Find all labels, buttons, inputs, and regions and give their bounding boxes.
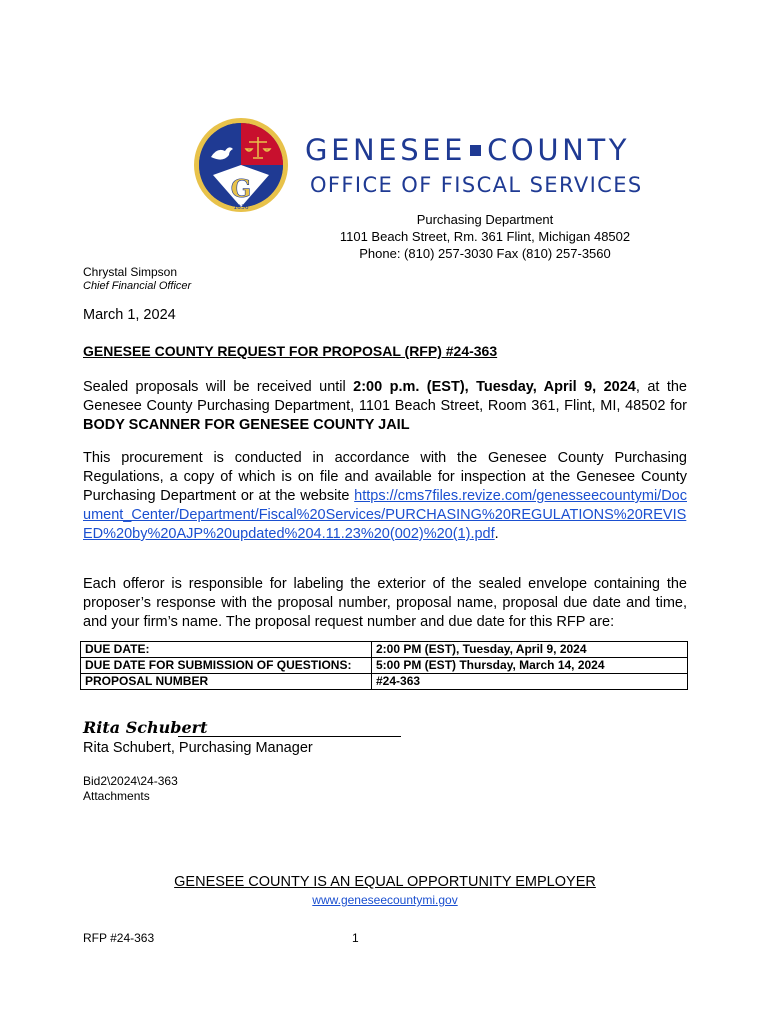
handwritten-signature: Rita Schubert — [83, 718, 208, 737]
square-divider-icon — [470, 145, 481, 156]
department-name: Purchasing Department — [416, 212, 554, 227]
table-label: PROPOSAL NUMBER — [81, 674, 372, 690]
equal-opportunity-statement: GENESEE COUNTY IS AN EQUAL OPPORTUNITY EMPLOYER — [174, 874, 596, 890]
attachments-note: Attachments — [83, 789, 150, 803]
brand-name: GENESEE COUNTY — [305, 133, 631, 167]
sender-name: Chrystal Simpson — [83, 265, 178, 279]
footer-rfp-number: RFP #24-363 — [83, 931, 155, 945]
table-label: DUE DATE FOR SUBMISSION OF QUESTIONS: — [81, 658, 372, 674]
labeling-paragraph: Each offeror is responsible for labeling the exterior of the sealed envelope containing the proposer’s response with the proposal number, proposal name, proposal due date and time, and your firm’s name. The proposal request number and due date for this RFP are: — [83, 576, 687, 630]
signature-line — [178, 736, 401, 737]
table-value: 2:00 PM (EST), Tuesday, April 9, 2024 — [372, 642, 688, 658]
rfp-heading: GENESEE COUNTY REQUEST FOR PROPOSAL (RFP) #24-363 — [83, 343, 498, 359]
letter-date: March 1, 2024 — [83, 307, 176, 323]
file-reference: Bid2\2024\24-363 — [83, 774, 178, 788]
signatory-name: Rita Schubert, Purchasing Manager — [83, 740, 313, 756]
phone-fax: Phone: (810) 257-3030 Fax (810) 257-3560 — [359, 246, 611, 261]
sender-title: Chief Financial Officer — [83, 280, 192, 292]
svg-text:G: G — [230, 174, 252, 203]
table-row — [81, 642, 688, 658]
svg-text:1836: 1836 — [233, 204, 249, 211]
table-row — [81, 674, 688, 690]
procurement-paragraph: This procurement is conducted in accordance with the Genesee County Purchasing Regulations, a copy of which is on file and available for inspection at the Genesee County Purchasing Department or at the website https://cms7files.revize.com/genesseecountymi/Document_Center/Department/Fiscal%20Services/PURCHASING%20REGULATIONS%20REVISED%20by%20AJP%20updated%204.11.23%20(002)%20(1).pdf. — [83, 450, 687, 542]
table-value: #24-363 — [372, 674, 688, 690]
website-link[interactable]: www.geneseecountymi.gov — [312, 893, 458, 907]
table-label: DUE DATE: — [81, 642, 372, 658]
page-number: 1 — [352, 931, 359, 945]
office-name: OFFICE OF FISCAL SERVICES — [310, 173, 643, 197]
table-row — [81, 658, 688, 674]
regulations-link[interactable]: https://cms7files.revize.com/genesseecountymi/Document_Center/Department/Fiscal%20Services/PURCHASING%20REGULATIONS%20REVISED%20by%20AJP%20updated%204.11.23%20(002)%20(1).pdf — [83, 488, 687, 542]
table-value: 5:00 PM (EST) Thursday, March 14, 2024 — [372, 658, 688, 674]
county-seal-logo — [193, 117, 289, 213]
sealed-proposals-paragraph: Sealed proposals will be received until 2:00 p.m. (EST), Tuesday, April 9, 2024, at the Genesee County Purchasing Department, 1101 Beach Street, Room 361, Flint, MI, 48502 for BODY SCANNER FOR GENESEE COUNTY JAIL — [83, 379, 687, 433]
street-address: 1101 Beach Street, Rm. 361 Flint, Michigan 48502 — [339, 229, 631, 244]
due-date-table — [80, 641, 688, 690]
